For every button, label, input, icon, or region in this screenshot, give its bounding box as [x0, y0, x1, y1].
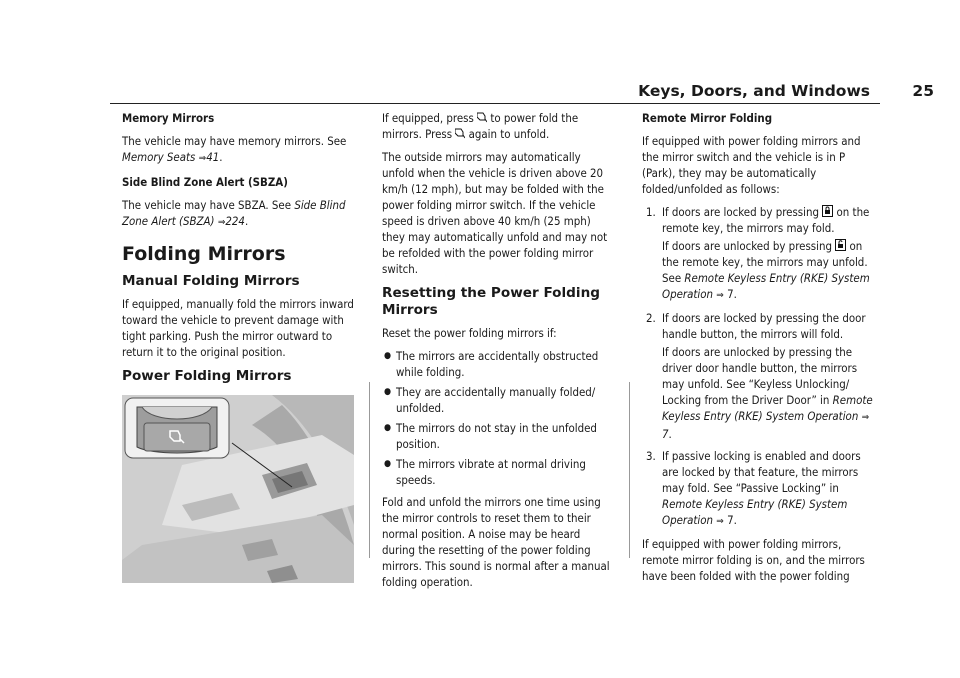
list-item: 2. If doors are locked by pressing the door handle button, the mirrors will fold. If doors are unlocked by pressing the driver door handle button, the mirrors may unfold. See “Keyless Unlocking/ Locking from the Driver Door” in Remote Keyless Entry (RKE) System Operation ⇒ 7.	[646, 311, 873, 441]
ref-arrow-icon: ⇒	[198, 153, 207, 164]
lock-icon	[822, 205, 833, 217]
remote-folding-label: Remote Mirror Folding	[642, 111, 773, 125]
list-item: ● The mirrors are accidentally obstructed while folding.	[382, 348, 614, 380]
ref-arrow-icon: ⇒	[716, 290, 724, 301]
list-item: ● The mirrors vibrate at normal driving speeds.	[382, 456, 614, 488]
mirror-fold-icon	[455, 128, 465, 139]
closing-text: If equipped with power folding mirrors, remote mirror folding is on, and the mirrors have been folded with the power folding	[642, 537, 865, 583]
sbza-text: The vehicle may have SBZA. See Side Blind Zone Alert (SBZA) ⇒224.	[122, 198, 346, 228]
ref-arrow-icon: ⇒	[716, 516, 724, 527]
power-folding-heading: Power Folding Mirrors	[122, 368, 292, 384]
column-divider	[629, 382, 630, 558]
column-2	[382, 110, 614, 597]
reset-intro: Reset the power folding mirrors if:	[382, 326, 557, 340]
sbza-link[interactable]: Side Blind Zone Alert (SBZA)	[122, 198, 346, 228]
rke-link[interactable]: Remote Keyless Entry (RKE) System Operation	[662, 271, 870, 301]
list-item: ● They are accidentally manually folded/ unfolded.	[382, 384, 614, 416]
list-item: 1. If doors are locked by pressing on the remote key, the mirrors may fold. If doors are unlocked by pressing on the remote key, the mirrors may unfold. See Remote Keyless Entry (RKE) System Operation ⇒ 7.	[646, 205, 870, 301]
section-title: Keys, Doors, and Windows	[638, 82, 870, 100]
rke-link[interactable]: Remote Keyless Entry (RKE) System Operation	[662, 497, 848, 527]
header-rule	[110, 103, 880, 104]
rke-link[interactable]: Remote Keyless Entry (RKE) System Operation	[662, 393, 873, 423]
remote-folding-intro: If equipped with power folding mirrors and the mirror switch and the vehicle is in P (Park), they may be automatically folded/unfolded as follows:	[642, 134, 861, 196]
folding-mirrors-heading: Folding Mirrors	[122, 243, 286, 265]
ref-arrow-icon: ⇒	[861, 412, 870, 423]
mirror-fold-icon	[477, 112, 487, 123]
manual-folding-text: If equipped, manually fold the mirrors inward toward the vehicle to prevent damage with tight parking. Push the mirror outward to return it to the original position.	[122, 297, 354, 359]
page-number: 25	[912, 82, 934, 100]
column-divider	[369, 382, 370, 558]
column-1	[122, 110, 354, 583]
list-item: 3. If passive locking is enabled and doors are locked by that feature, the mirrors may fold. See “Passive Locking” in Remote Keyless Entry (RKE) System Operation ⇒ 7.	[646, 449, 861, 527]
auto-unfold-text: The outside mirrors may automatically unfold when the vehicle is driven above 20 km/h (12 mph), but may be folded with the power folding mirror switch. If the vehicle speed is driven above 40 km/h (25 mph) they may automatically unfold and may not be refolded with the power folding mirror switch.	[382, 150, 608, 276]
power-fold-instructions: If equipped, press to power fold the mirrors. Press again to unfold.	[382, 111, 579, 141]
ref-arrow-icon: ⇒	[217, 217, 226, 228]
manual-folding-heading: Manual Folding Mirrors	[122, 273, 300, 289]
memory-seats-link[interactable]: Memory Seats	[122, 150, 196, 164]
mirror-switch-photo	[122, 395, 354, 583]
memory-mirrors-text: The vehicle may have memory mirrors. See Memory Seats ⇒41.	[122, 134, 347, 164]
resetting-heading: Resetting the Power Folding Mirrors	[382, 285, 600, 318]
memory-mirrors-label: Memory Mirrors	[122, 111, 215, 125]
reset-procedure-text: Fold and unfold the mirrors one time using the mirror controls to reset them to their normal position. A noise may be heard during the resetting of the power folding mirrors. This sound is normal after a manual folding operation.	[382, 495, 610, 589]
sbza-label: Side Blind Zone Alert (SBZA)	[122, 175, 288, 189]
list-item: ● The mirrors do not stay in the unfolded position.	[382, 420, 614, 452]
unlock-icon	[835, 239, 846, 251]
column-3	[642, 110, 880, 591]
door-panel-illustration	[122, 395, 354, 583]
